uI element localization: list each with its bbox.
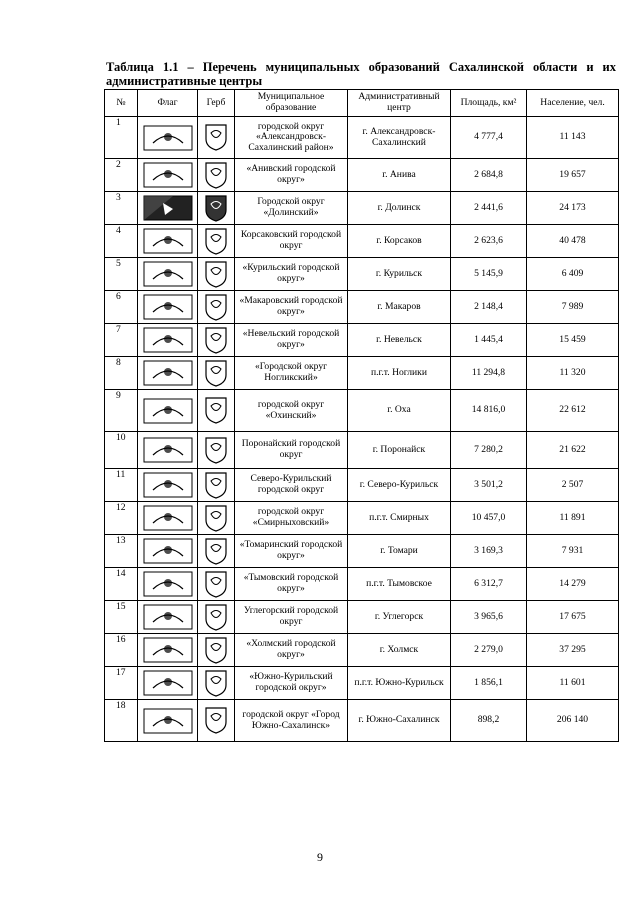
table-row xyxy=(105,192,619,225)
cell-flag xyxy=(138,390,198,432)
cell-municipality: «Анивский городской округ» xyxy=(235,159,348,192)
header-municipality: Муниципальное образование xyxy=(235,90,348,117)
cell-area: 2 441,6 xyxy=(451,192,527,225)
cell-num: 8 xyxy=(105,357,138,390)
cell-municipality: городской округ «Охинский» xyxy=(235,390,348,432)
cell-municipality: Поронайский городской округ xyxy=(235,432,348,469)
cell-area: 1 856,1 xyxy=(451,667,527,700)
coat-of-arms-image xyxy=(205,437,227,464)
cell-num: 7 xyxy=(105,324,138,357)
header-center: Административный центр xyxy=(348,90,451,117)
cell-num: 15 xyxy=(105,601,138,634)
flag-image xyxy=(143,294,193,320)
cell-population: 11 320 xyxy=(527,357,619,390)
flag-image xyxy=(143,125,193,151)
cell-num: 11 xyxy=(105,469,138,502)
coat-of-arms-image xyxy=(205,707,227,734)
cell-center: г. Северо-Курильск xyxy=(348,469,451,502)
coat-of-arms-image xyxy=(205,195,227,222)
flag-image xyxy=(143,538,193,564)
flag-image xyxy=(143,398,193,424)
table-row xyxy=(105,568,619,601)
cell-area: 10 457,0 xyxy=(451,502,527,535)
cell-coa xyxy=(198,357,235,390)
cell-municipality: Корсаковский городской округ xyxy=(235,225,348,258)
cell-center: г. Томари xyxy=(348,535,451,568)
cell-municipality: «Макаровский городской округ» xyxy=(235,291,348,324)
cell-coa xyxy=(198,568,235,601)
flag-image xyxy=(143,261,193,287)
cell-center: п.г.т. Ноглики xyxy=(348,357,451,390)
cell-municipality: Углегорский городской округ xyxy=(235,601,348,634)
cell-coa xyxy=(198,469,235,502)
cell-center: п.г.т. Тымовское xyxy=(348,568,451,601)
cell-flag xyxy=(138,634,198,667)
coat-of-arms-image xyxy=(205,360,227,387)
flag-image xyxy=(143,437,193,463)
flag-image xyxy=(143,162,193,188)
header-area: Площадь, км² xyxy=(451,90,527,117)
coat-of-arms-image xyxy=(205,397,227,424)
table-row xyxy=(105,291,619,324)
cell-municipality: «Тымовский городской округ» xyxy=(235,568,348,601)
cell-municipality: «Холмский городской округ» xyxy=(235,634,348,667)
cell-num: 6 xyxy=(105,291,138,324)
cell-center: г. Долинск xyxy=(348,192,451,225)
cell-population: 11 891 xyxy=(527,502,619,535)
cell-flag xyxy=(138,291,198,324)
table-row xyxy=(105,225,619,258)
flag-image xyxy=(143,505,193,531)
cell-municipality: «Городской округ Ногликский» xyxy=(235,357,348,390)
cell-flag xyxy=(138,357,198,390)
cell-center: г. Поронайск xyxy=(348,432,451,469)
cell-area: 2 623,6 xyxy=(451,225,527,258)
table-body xyxy=(105,117,619,742)
cell-coa xyxy=(198,667,235,700)
coat-of-arms-image xyxy=(205,505,227,532)
table-row xyxy=(105,469,619,502)
cell-coa xyxy=(198,192,235,225)
cell-center: г. Холмск xyxy=(348,634,451,667)
cell-num: 13 xyxy=(105,535,138,568)
header-coa: Герб xyxy=(198,90,235,117)
cell-coa xyxy=(198,390,235,432)
cell-coa xyxy=(198,258,235,291)
cell-area: 14 816,0 xyxy=(451,390,527,432)
cell-num: 18 xyxy=(105,700,138,742)
table-row xyxy=(105,258,619,291)
page-number: 9 xyxy=(317,850,323,864)
table-row xyxy=(105,390,619,432)
table-row xyxy=(105,117,619,159)
cell-coa xyxy=(198,535,235,568)
cell-flag xyxy=(138,469,198,502)
cell-coa xyxy=(198,225,235,258)
cell-flag xyxy=(138,192,198,225)
cell-municipality: городской округ «Город Южно-Сахалинск» xyxy=(235,700,348,742)
table-header-row xyxy=(105,90,619,117)
coat-of-arms-image xyxy=(205,124,227,151)
cell-center: г. Макаров xyxy=(348,291,451,324)
cell-flag xyxy=(138,159,198,192)
cell-area: 2 279,0 xyxy=(451,634,527,667)
cell-flag xyxy=(138,502,198,535)
cell-coa xyxy=(198,324,235,357)
cell-num: 17 xyxy=(105,667,138,700)
flag-image xyxy=(143,472,193,498)
cell-num: 14 xyxy=(105,568,138,601)
cell-area: 2 148,4 xyxy=(451,291,527,324)
flag-image xyxy=(143,637,193,663)
cell-coa xyxy=(198,291,235,324)
cell-population: 21 622 xyxy=(527,432,619,469)
cell-flag xyxy=(138,117,198,159)
cell-num: 1 xyxy=(105,117,138,159)
cell-flag xyxy=(138,432,198,469)
cell-municipality: «Курильский городской округ» xyxy=(235,258,348,291)
cell-population: 15 459 xyxy=(527,324,619,357)
cell-municipality: «Томаринский городской округ» xyxy=(235,535,348,568)
cell-coa xyxy=(198,117,235,159)
flag-image xyxy=(143,360,193,386)
table-row xyxy=(105,700,619,742)
table-row xyxy=(105,535,619,568)
cell-num: 4 xyxy=(105,225,138,258)
cell-coa xyxy=(198,159,235,192)
cell-area: 3 501,2 xyxy=(451,469,527,502)
cell-population: 17 675 xyxy=(527,601,619,634)
cell-flag xyxy=(138,225,198,258)
table-row xyxy=(105,159,619,192)
coat-of-arms-image xyxy=(205,228,227,255)
flag-image xyxy=(143,327,193,353)
cell-population: 7 931 xyxy=(527,535,619,568)
table-row xyxy=(105,357,619,390)
cell-flag xyxy=(138,324,198,357)
coat-of-arms-image xyxy=(205,571,227,598)
cell-coa xyxy=(198,634,235,667)
cell-area: 898,2 xyxy=(451,700,527,742)
cell-center: г. Оха xyxy=(348,390,451,432)
cell-population: 22 612 xyxy=(527,390,619,432)
cell-center: г. Курильск xyxy=(348,258,451,291)
flag-image xyxy=(143,604,193,630)
table-row xyxy=(105,667,619,700)
cell-area: 4 777,4 xyxy=(451,117,527,159)
table-row xyxy=(105,324,619,357)
flag-image xyxy=(143,708,193,734)
cell-center: г. Корсаков xyxy=(348,225,451,258)
cell-population: 24 173 xyxy=(527,192,619,225)
cell-flag xyxy=(138,601,198,634)
coat-of-arms-image xyxy=(205,294,227,321)
cell-population: 14 279 xyxy=(527,568,619,601)
header-population: Население, чел. xyxy=(527,90,619,117)
cell-flag xyxy=(138,258,198,291)
cell-area: 11 294,8 xyxy=(451,357,527,390)
table-row xyxy=(105,601,619,634)
cell-coa xyxy=(198,502,235,535)
cell-num: 3 xyxy=(105,192,138,225)
cell-center: г. Невельск xyxy=(348,324,451,357)
cell-num: 12 xyxy=(105,502,138,535)
coat-of-arms-image xyxy=(205,327,227,354)
cell-coa xyxy=(198,601,235,634)
cell-population: 40 478 xyxy=(527,225,619,258)
cell-area: 2 684,8 xyxy=(451,159,527,192)
cell-flag xyxy=(138,568,198,601)
cell-municipality: «Южно-Курильский городской округ» xyxy=(235,667,348,700)
cell-population: 2 507 xyxy=(527,469,619,502)
flag-image xyxy=(143,670,193,696)
coat-of-arms-image xyxy=(205,472,227,499)
cell-num: 10 xyxy=(105,432,138,469)
cell-population: 7 989 xyxy=(527,291,619,324)
table-caption: Таблица 1.1 – Перечень муниципальных образований Сахалинской области и их административные центры xyxy=(106,60,616,88)
cell-center: п.г.т. Южно-Курильск xyxy=(348,667,451,700)
cell-population: 11 143 xyxy=(527,117,619,159)
header-num: № xyxy=(105,90,138,117)
cell-flag xyxy=(138,667,198,700)
cell-population: 37 295 xyxy=(527,634,619,667)
cell-center: г. Южно-Сахалинск xyxy=(348,700,451,742)
header-flag: Флаг xyxy=(138,90,198,117)
cell-municipality: Северо-Курильский городской округ xyxy=(235,469,348,502)
coat-of-arms-image xyxy=(205,538,227,565)
cell-population: 19 657 xyxy=(527,159,619,192)
table-row xyxy=(105,502,619,535)
table-row xyxy=(105,432,619,469)
cell-num: 9 xyxy=(105,390,138,432)
cell-population: 206 140 xyxy=(527,700,619,742)
coat-of-arms-image xyxy=(205,670,227,697)
flag-image xyxy=(143,228,193,254)
table-row xyxy=(105,634,619,667)
cell-population: 6 409 xyxy=(527,258,619,291)
cell-area: 3 169,3 xyxy=(451,535,527,568)
cell-area: 1 445,4 xyxy=(451,324,527,357)
cell-municipality: городской округ «Смирныховский» xyxy=(235,502,348,535)
coat-of-arms-image xyxy=(205,604,227,631)
cell-num: 2 xyxy=(105,159,138,192)
cell-population: 11 601 xyxy=(527,667,619,700)
cell-num: 5 xyxy=(105,258,138,291)
cell-coa xyxy=(198,700,235,742)
coat-of-arms-image xyxy=(205,637,227,664)
flag-image xyxy=(143,195,193,221)
cell-center: г. Александровск-Сахалинский xyxy=(348,117,451,159)
cell-center: г. Углегорск xyxy=(348,601,451,634)
flag-image xyxy=(143,571,193,597)
cell-center: г. Анива xyxy=(348,159,451,192)
cell-municipality: городской округ «Александровск-Сахалинский район» xyxy=(235,117,348,159)
cell-area: 7 280,2 xyxy=(451,432,527,469)
cell-municipality: «Невельский городской округ» xyxy=(235,324,348,357)
cell-center: п.г.т. Смирных xyxy=(348,502,451,535)
cell-area: 6 312,7 xyxy=(451,568,527,601)
coat-of-arms-image xyxy=(205,261,227,288)
cell-area: 5 145,9 xyxy=(451,258,527,291)
municipalities-table xyxy=(104,89,619,742)
cell-num: 16 xyxy=(105,634,138,667)
cell-area: 3 965,6 xyxy=(451,601,527,634)
cell-flag xyxy=(138,535,198,568)
coat-of-arms-image xyxy=(205,162,227,189)
cell-coa xyxy=(198,432,235,469)
cell-flag xyxy=(138,700,198,742)
cell-municipality: Городской округ «Долинский» xyxy=(235,192,348,225)
